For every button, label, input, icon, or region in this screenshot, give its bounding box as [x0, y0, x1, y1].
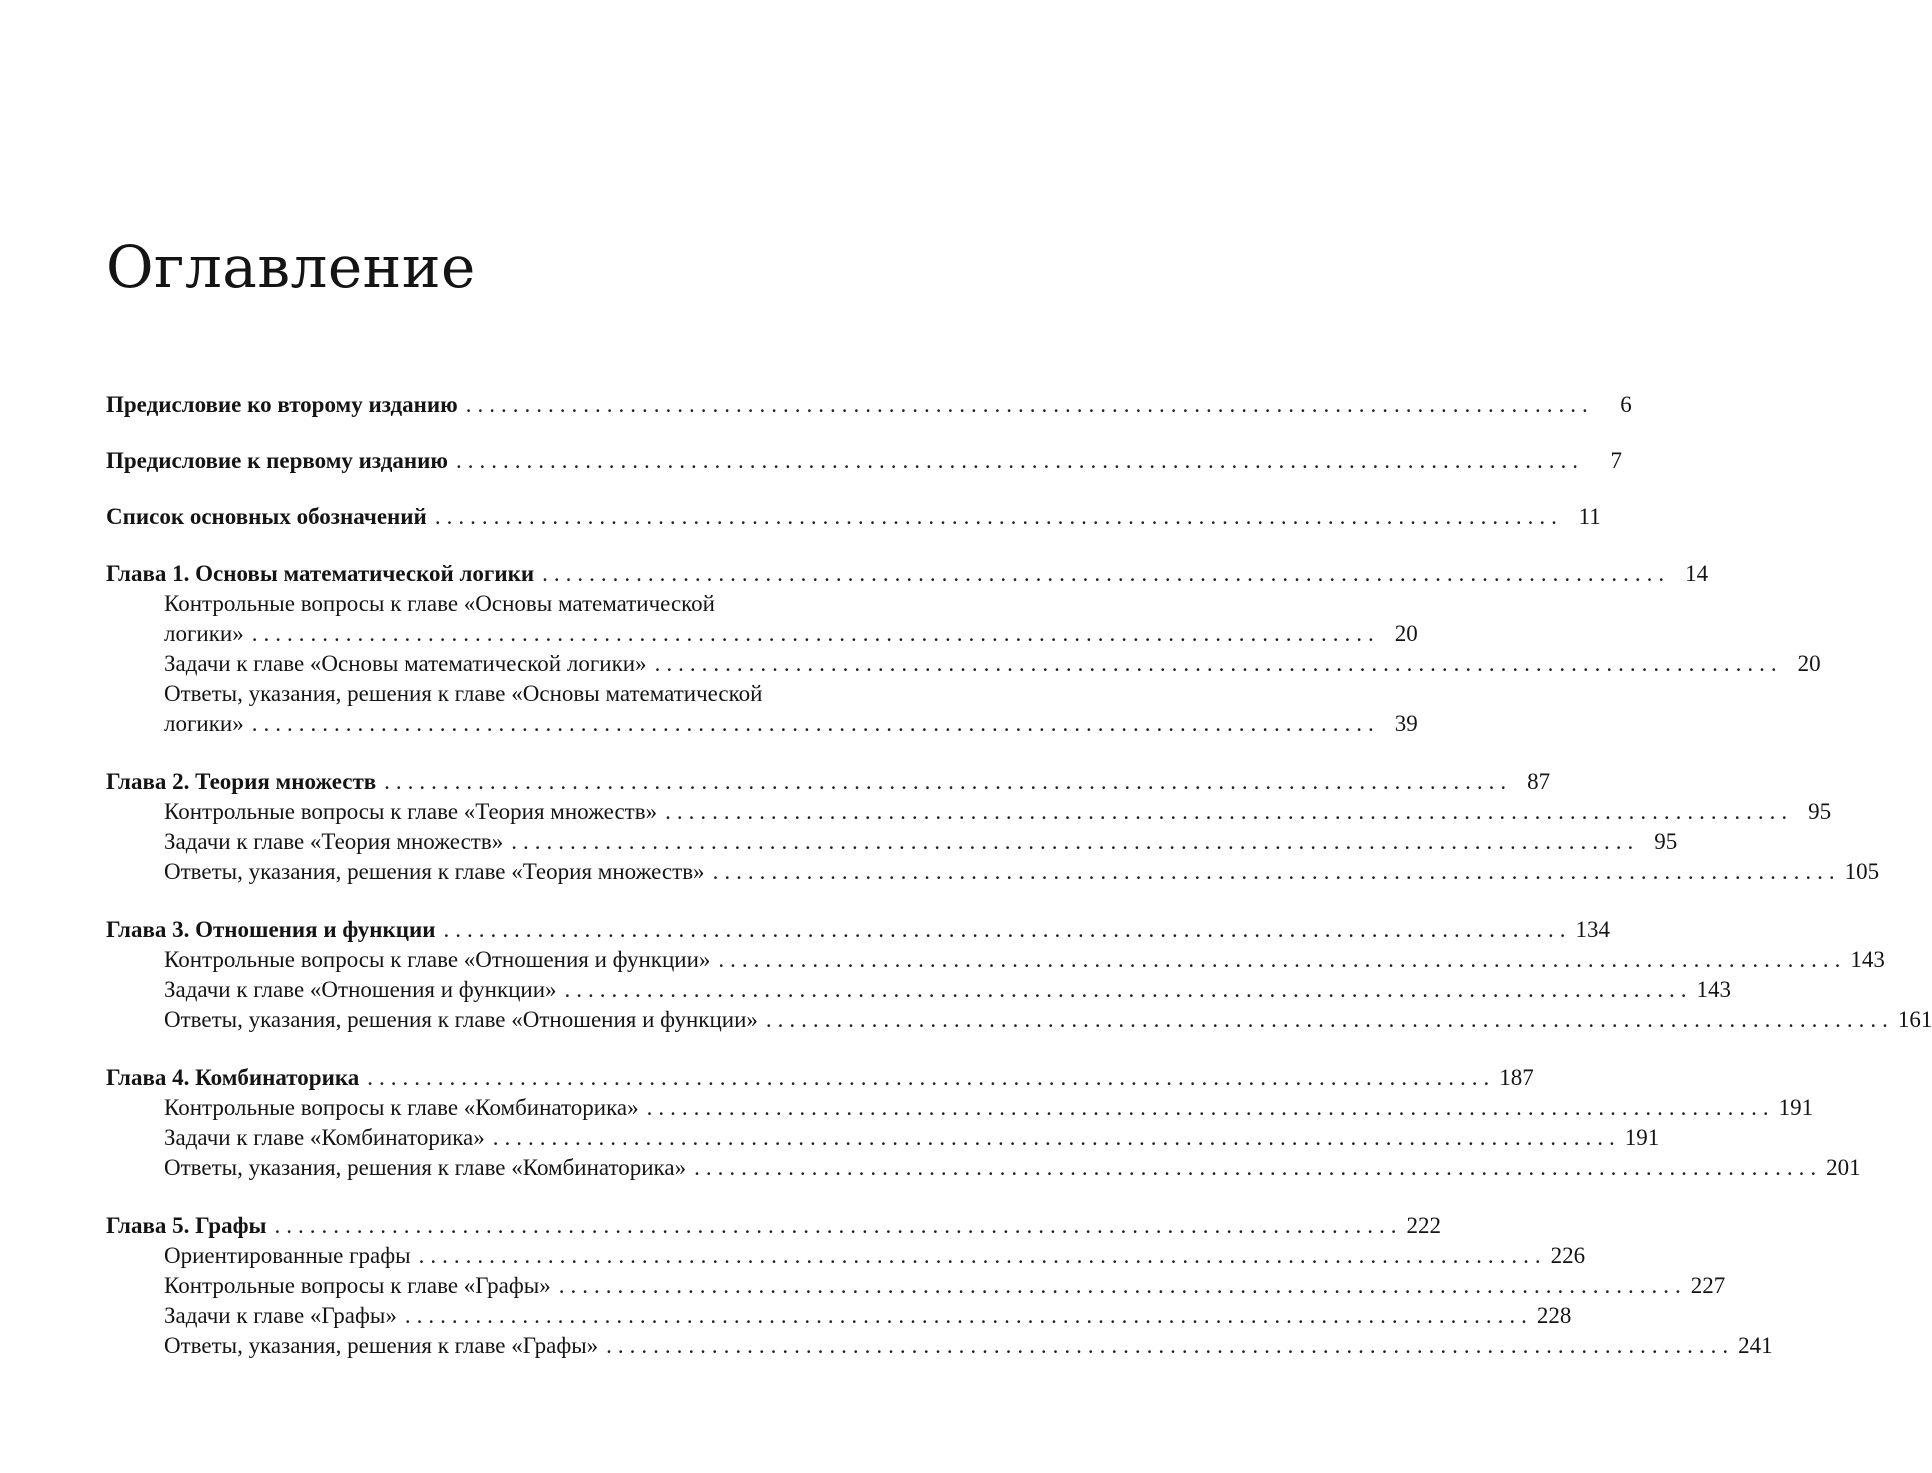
page-number: 20 [1394, 621, 1418, 646]
entry-label: Ориентированные графы [164, 1243, 411, 1268]
page-number: 6 [1620, 392, 1632, 417]
leader-dots: ................................................................................................ [367, 1065, 1496, 1090]
leader-dots: ................................................................................................ [455, 448, 1584, 473]
chapter-1 [106, 559, 1821, 739]
entry-label: Задачи к главе «Основы математической логики» [164, 651, 647, 676]
toc-subentry[interactable] [106, 945, 1885, 975]
toc-subentry[interactable] [106, 1301, 1572, 1331]
leader-dots: ................................................................................................ [465, 392, 1594, 417]
page-number: 241 [1738, 1333, 1773, 1358]
toc-entry-notation[interactable] [106, 502, 1601, 532]
entry-label: Глава 3. Отношения и функции [106, 917, 436, 942]
entry-label: Контрольные вопросы к главе «Теория множеств» [164, 799, 658, 824]
chapter-heading[interactable] [106, 559, 1709, 589]
leader-dots: ................................................................................................ [511, 829, 1640, 854]
entry-label: Глава 5. Графы [106, 1213, 267, 1238]
toc-subentry[interactable] [106, 1241, 1586, 1271]
page-number: 226 [1550, 1243, 1586, 1268]
page-number: 228 [1536, 1303, 1572, 1328]
entry-label: Задачи к главе «Графы» [164, 1303, 397, 1328]
leader-dots: ................................................................................................ [418, 1243, 1547, 1268]
leader-dots: ................................................................................................ [404, 1303, 1533, 1328]
chapter-heading[interactable] [106, 1211, 1441, 1241]
page-number: 7 [1610, 448, 1622, 473]
chapter-heading[interactable] [106, 1063, 1534, 1093]
leader-dots: ................................................................................................ [384, 769, 1513, 794]
leader-dots: ................................................................................................ [558, 1273, 1687, 1298]
page-number: 191 [1778, 1095, 1814, 1120]
chapter-2 [106, 767, 1880, 887]
page-number: 201 [1826, 1155, 1861, 1180]
toc-entry-preface-second[interactable] [106, 390, 1632, 420]
toc-subentry[interactable] [106, 1005, 1932, 1035]
page-number: 11 [1578, 504, 1601, 529]
leader-dots: ................................................................................................ [443, 917, 1572, 942]
page-number: 191 [1624, 1125, 1660, 1150]
toc-subentry[interactable] [106, 975, 1732, 1005]
page-number: 87 [1527, 769, 1551, 794]
page-number: 95 [1808, 799, 1832, 824]
toc-subentry[interactable] [106, 1271, 1726, 1301]
leader-dots: ................................................................................................ [542, 561, 1671, 586]
toc-subentry[interactable] [106, 1123, 1660, 1153]
page-number: 187 [1499, 1065, 1534, 1090]
page-number: 14 [1685, 561, 1709, 586]
entry-label: Глава 2. Теория множеств [106, 769, 377, 794]
leader-dots: ................................................................................................ [654, 651, 1783, 676]
chapter-5 [106, 1211, 1773, 1361]
leader-dots: ................................................................................................ [274, 1213, 1403, 1238]
entry-label: Контрольные вопросы к главе «Графы» [164, 1273, 551, 1298]
page-number: 105 [1844, 859, 1880, 884]
chapter-3 [106, 915, 1932, 1035]
chapter-4 [106, 1063, 1861, 1183]
leader-dots: ................................................................................................ [434, 504, 1563, 529]
page-number: 20 [1797, 651, 1821, 676]
chapter-heading[interactable] [106, 915, 1610, 945]
chapter-heading[interactable] [106, 767, 1551, 797]
entry-label: Ответы, указания, решения к главе «Графы» [164, 1333, 599, 1358]
entry-label: Список основных обозначений [106, 504, 427, 529]
entry-label: Задачи к главе «Комбинаторика» [164, 1125, 485, 1150]
leader-dots: ................................................................................................ [606, 1333, 1735, 1358]
page-number: 95 [1654, 829, 1678, 854]
leader-dots: ................................................................................................ [564, 977, 1693, 1002]
toc-subentry[interactable] [106, 797, 1832, 827]
leader-dots: ................................................................................................ [712, 859, 1841, 884]
page-number: 39 [1394, 711, 1418, 736]
entry-label: Предисловие к первому изданию [106, 448, 448, 473]
page-number: 161 [1897, 1007, 1932, 1032]
leader-dots: ................................................................................................ [765, 1007, 1894, 1032]
page-number: 134 [1575, 917, 1610, 942]
leader-dots: ................................................................................................ [492, 1125, 1621, 1150]
toc-entry-preface-first[interactable] [106, 446, 1622, 476]
page-number: 143 [1696, 977, 1732, 1002]
toc-subentry[interactable] [106, 679, 1418, 739]
entry-label: Задачи к главе «Отношения и функции» [164, 977, 557, 1002]
toc-subentry[interactable] [106, 827, 1678, 857]
entry-label: Ответы, указания, решения к главе «Отношения и функции» [164, 1007, 758, 1032]
leader-dots: ................................................................................................ [665, 799, 1794, 824]
page-number: 143 [1850, 947, 1885, 972]
entry-label-line1: Ответы, указания, решения к главе «Основы математической [164, 681, 763, 706]
entry-label: Глава 4. Комбинаторика [106, 1065, 360, 1090]
entry-label: Контрольные вопросы к главе «Комбинаторика» [164, 1095, 639, 1120]
toc-subentry[interactable] [106, 1331, 1773, 1361]
entry-label: Ответы, указания, решения к главе «Теория множеств» [164, 859, 705, 884]
toc-subentry[interactable] [106, 649, 1821, 679]
entry-label: логики» [164, 621, 244, 646]
entry-label-line1: Контрольные вопросы к главе «Основы математической [164, 591, 715, 616]
leader-dots: ................................................................................................ [694, 1155, 1823, 1180]
entry-label: логики» [164, 711, 244, 736]
page-number: 227 [1690, 1273, 1726, 1298]
entry-label: Контрольные вопросы к главе «Отношения и функции» [164, 947, 711, 972]
leader-dots: ................................................................................................ [718, 947, 1847, 972]
entry-label: Ответы, указания, решения к главе «Комбинаторика» [164, 1155, 687, 1180]
toc-subentry[interactable] [106, 857, 1880, 887]
page-number: 222 [1406, 1213, 1441, 1238]
page-title: Оглавление [106, 233, 476, 301]
toc-subentry[interactable] [106, 589, 1418, 649]
toc-subentry[interactable] [106, 1153, 1861, 1183]
leader-dots: ................................................................................................ [251, 711, 1380, 736]
leader-dots: ................................................................................................ [251, 621, 1380, 646]
entry-label: Задачи к главе «Теория множеств» [164, 829, 504, 854]
leader-dots: ................................................................................................ [646, 1095, 1775, 1120]
entry-label: Глава 1. Основы математической логики [106, 561, 535, 586]
toc-subentry[interactable] [106, 1093, 1814, 1123]
entry-label: Предисловие ко второму изданию [106, 392, 458, 417]
